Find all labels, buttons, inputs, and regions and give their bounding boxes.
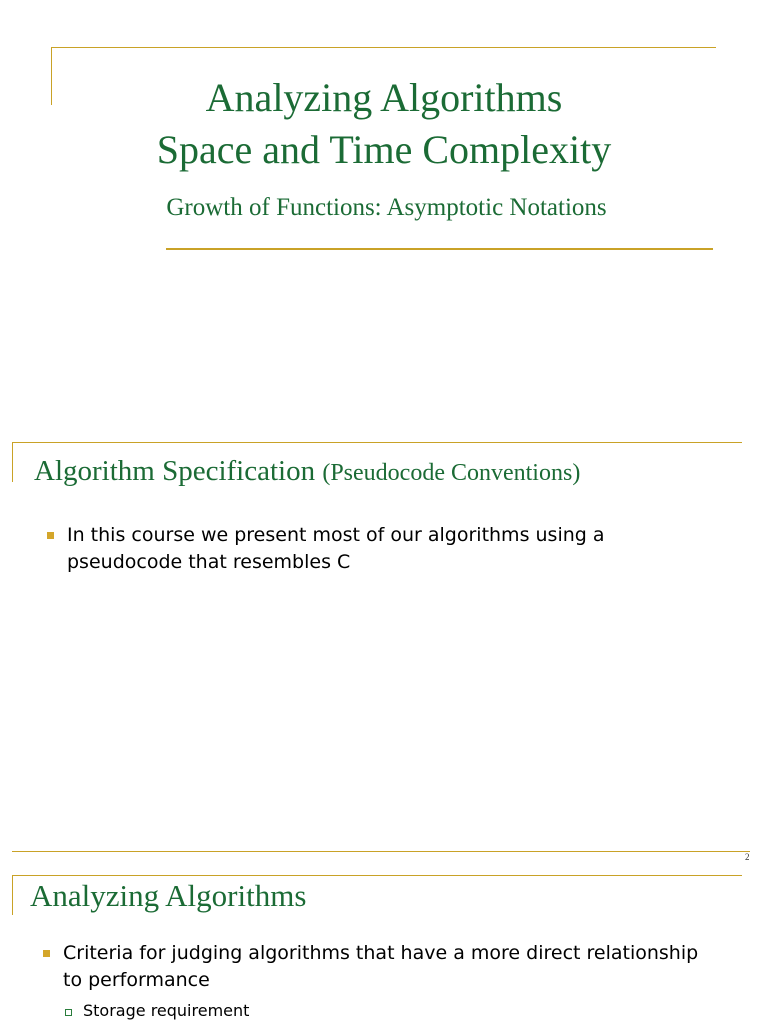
slide-2-bullet-line-2: pseudocode that resembles C — [67, 551, 351, 573]
square-bullet-icon — [43, 950, 50, 957]
slide-2-bullet-text — [67, 522, 605, 576]
slide-2-top-rule — [12, 442, 742, 443]
slide-3-sub-bullet-text: Storage requirement — [83, 1001, 250, 1020]
slide-2-left-rule — [12, 442, 13, 482]
slide-3-left-rule — [12, 875, 13, 915]
slide-1-title-line-2: Space and Time Complexity — [156, 127, 612, 172]
slide-3-title: Analyzing Algorithms — [30, 878, 307, 913]
square-bullet-icon — [47, 532, 54, 539]
slide-3-bullet-line-1: Criteria for judging algorithms that have a more direct relationship — [63, 942, 699, 964]
slide-3-bullet-text — [63, 940, 698, 994]
slide-2-bottom-rule — [12, 851, 750, 852]
slide-1-top-rule — [51, 47, 716, 48]
slide-2-title-main: Algorithm Specification — [34, 455, 316, 487]
slide-3-sub-bullet — [65, 1000, 249, 1022]
slide-1-bottom-rule — [166, 248, 713, 250]
hollow-square-bullet-icon — [65, 1009, 72, 1016]
slide-2-bullet-line-1: In this course we present most of our algorithms using a — [67, 524, 605, 546]
slide-1-subtitle: Growth of Functions: Asymptotic Notations — [166, 194, 607, 221]
slide-2-title — [34, 452, 580, 492]
slide-1-title-line-1: Analyzing Algorithms — [205, 75, 563, 120]
slide-3-bullet-line-2: to performance — [63, 969, 210, 991]
slide-2-bullet — [47, 522, 605, 576]
slide-2-page-number: 2 — [745, 852, 750, 862]
slide-2-title-paren: (Pseudocode Conventions) — [322, 460, 581, 486]
slide-3-bullet — [43, 940, 698, 994]
